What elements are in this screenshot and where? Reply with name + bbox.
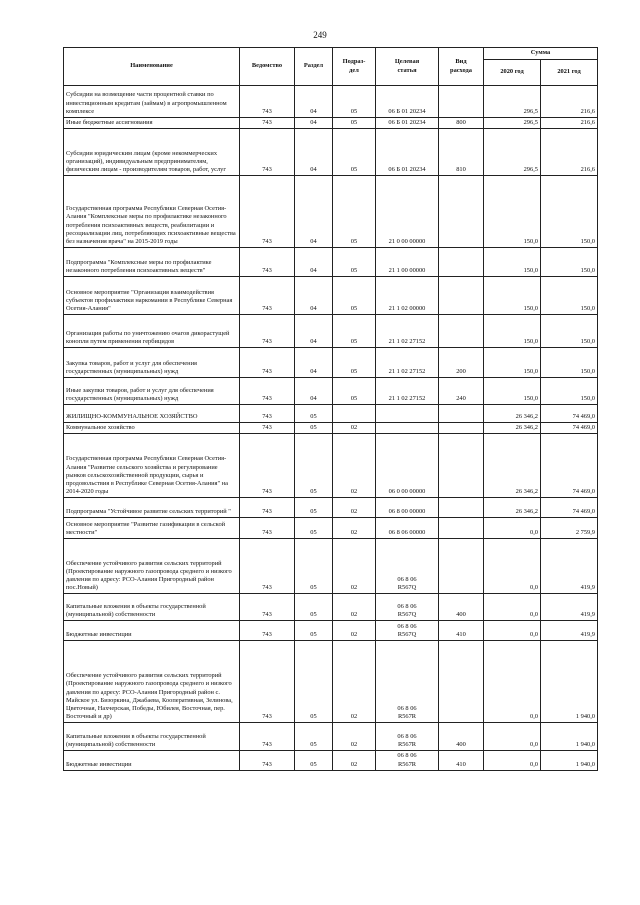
cell-section: 05	[295, 641, 333, 723]
cell-target-article: 06 8 06 R567Q	[376, 539, 439, 594]
cell-expense-type	[439, 248, 484, 277]
cell-department: 743	[240, 378, 295, 405]
cell-target-article: 06 Б 01 20234	[376, 86, 439, 118]
cell-department: 743	[240, 248, 295, 277]
cell-name: Государственная программа Республики Северная Осетия-Алания "Комплексные меры по профилактике незаконного потребления психоактивных веществ, реабилитации и ресоциализации лиц, потребляющих психоактивные вещества без назначения врача" на 2015-2019 годы	[64, 176, 240, 248]
cell-subsection: 02	[333, 594, 376, 621]
cell-target-article: 06 8 06 R567Q	[376, 594, 439, 621]
cell-expense-type	[439, 641, 484, 723]
cell-name: Основное мероприятие "Организация взаимодействия субъектов профилактики наркомании в Республике Северная Осетия-Алания"	[64, 277, 240, 315]
table-row	[64, 176, 598, 248]
table-row	[64, 518, 598, 539]
cell-expense-type	[439, 539, 484, 594]
cell-sum-2021: 1 940,0	[541, 641, 598, 723]
header-expense-type: Вид расхода	[439, 48, 484, 86]
cell-sum-2020: 0,0	[484, 518, 541, 539]
cell-sum-2020: 0,0	[484, 723, 541, 751]
cell-name: Субсидии на возмещение части процентной ставки по инвестиционным кредитам (займам) в агропромышленном комплексе	[64, 86, 240, 118]
cell-section: 05	[295, 539, 333, 594]
cell-sum-2020: 26 346,2	[484, 405, 541, 423]
header-sum: Сумма	[484, 48, 598, 60]
cell-subsection: 05	[333, 118, 376, 129]
cell-expense-type: 410	[439, 621, 484, 641]
cell-expense-type	[439, 315, 484, 348]
cell-sum-2021: 74 469,0	[541, 498, 598, 518]
cell-sum-2020: 150,0	[484, 176, 541, 248]
table-row	[64, 405, 598, 423]
cell-sum-2021: 1 940,0	[541, 751, 598, 770]
cell-name: Подпрограмма "Устойчивое развитие сельских территорий "	[64, 498, 240, 518]
cell-target-article: 06 8 00 00000	[376, 498, 439, 518]
budget-table	[63, 47, 598, 771]
cell-department: 743	[240, 518, 295, 539]
cell-expense-type: 410	[439, 751, 484, 770]
cell-section: 05	[295, 723, 333, 751]
cell-name: ЖИЛИЩНО-КОММУНАЛЬНОЕ ХОЗЯЙСТВО	[64, 405, 240, 423]
cell-target-article: 06 8 06 00000	[376, 518, 439, 539]
cell-sum-2020: 296,5	[484, 86, 541, 118]
table-row	[64, 248, 598, 277]
cell-section: 05	[295, 751, 333, 770]
cell-target-article: 06 8 06 R567R	[376, 751, 439, 770]
cell-subsection: 02	[333, 723, 376, 751]
cell-name: Подпрограмма "Комплексные меры по профилактике незаконного потребления психоактивных веществ"	[64, 248, 240, 277]
cell-department: 743	[240, 434, 295, 498]
cell-expense-type	[439, 518, 484, 539]
cell-subsection: 02	[333, 539, 376, 594]
table-row	[64, 348, 598, 378]
cell-sum-2021: 419,9	[541, 621, 598, 641]
cell-section: 04	[295, 176, 333, 248]
cell-sum-2021: 1 940,0	[541, 723, 598, 751]
cell-department: 743	[240, 641, 295, 723]
page-number: 249	[313, 30, 327, 40]
cell-expense-type	[439, 434, 484, 498]
cell-name: Бюджетные инвестиции	[64, 621, 240, 641]
cell-expense-type: 400	[439, 723, 484, 751]
cell-target-article: 06 Б 01 20234	[376, 129, 439, 176]
cell-name: Основное мероприятие "Развитие газификации в сельской местности"	[64, 518, 240, 539]
cell-sum-2021: 216,6	[541, 118, 598, 129]
cell-target-article: 21 1 02 27152	[376, 315, 439, 348]
table-row	[64, 118, 598, 129]
cell-target-article: 06 8 06 R567Q	[376, 621, 439, 641]
cell-sum-2020: 296,5	[484, 129, 541, 176]
cell-expense-type: 200	[439, 348, 484, 378]
cell-subsection	[333, 405, 376, 423]
cell-department: 743	[240, 539, 295, 594]
cell-name: Коммунальное хозяйство	[64, 423, 240, 434]
cell-department: 743	[240, 118, 295, 129]
table-row	[64, 723, 598, 751]
cell-subsection: 02	[333, 434, 376, 498]
header-subsection: Подраз- дел	[333, 48, 376, 86]
cell-subsection: 02	[333, 641, 376, 723]
cell-name: Закупка товаров, работ и услуг для обеспечения государственных (муниципальных) нужд	[64, 348, 240, 378]
cell-name: Организация работы по уничтожению очагов дикорастущей конопли путем применения гербицидов	[64, 315, 240, 348]
cell-sum-2020: 150,0	[484, 378, 541, 405]
cell-name: Государственная программа Республики Северная Осетия-Алания "Развитие сельского хозяйства и регулирование рынков сельскохозяйственной продукции, сырья и продовольствия в Республике Северная Осетия-Алания" на 2014-2020 годы	[64, 434, 240, 498]
cell-section: 05	[295, 518, 333, 539]
table-row	[64, 378, 598, 405]
cell-section: 04	[295, 378, 333, 405]
cell-department: 743	[240, 176, 295, 248]
cell-section: 05	[295, 434, 333, 498]
cell-section: 05	[295, 423, 333, 434]
cell-department: 743	[240, 723, 295, 751]
cell-subsection: 05	[333, 176, 376, 248]
cell-name: Обеспечение устойчивого развития сельских территорий (Проектирование наружного газопровода среднего и низкого давления по адресу: РСО-Алания Пригородный район пос.Новый)	[64, 539, 240, 594]
cell-sum-2020: 0,0	[484, 621, 541, 641]
cell-expense-type	[439, 176, 484, 248]
cell-section: 04	[295, 129, 333, 176]
cell-target-article	[376, 405, 439, 423]
cell-expense-type: 800	[439, 118, 484, 129]
cell-sum-2021: 150,0	[541, 277, 598, 315]
cell-sum-2020: 0,0	[484, 539, 541, 594]
cell-sum-2021: 74 469,0	[541, 405, 598, 423]
cell-sum-2021: 150,0	[541, 176, 598, 248]
cell-section: 04	[295, 86, 333, 118]
cell-expense-type: 240	[439, 378, 484, 405]
cell-subsection: 05	[333, 315, 376, 348]
cell-sum-2021: 150,0	[541, 315, 598, 348]
cell-sum-2020: 150,0	[484, 315, 541, 348]
cell-subsection: 02	[333, 518, 376, 539]
cell-sum-2021: 216,6	[541, 129, 598, 176]
cell-section: 04	[295, 277, 333, 315]
cell-sum-2021: 2 759,9	[541, 518, 598, 539]
table-row	[64, 277, 598, 315]
cell-expense-type	[439, 498, 484, 518]
cell-department: 743	[240, 277, 295, 315]
cell-expense-type: 810	[439, 129, 484, 176]
table-row	[64, 423, 598, 434]
cell-expense-type: 400	[439, 594, 484, 621]
table-row	[64, 315, 598, 348]
cell-sum-2021: 150,0	[541, 248, 598, 277]
cell-subsection: 05	[333, 348, 376, 378]
cell-department: 743	[240, 348, 295, 378]
table-header	[64, 48, 598, 86]
cell-sum-2020: 0,0	[484, 641, 541, 723]
cell-sum-2021: 150,0	[541, 378, 598, 405]
cell-sum-2021: 419,9	[541, 594, 598, 621]
cell-subsection: 02	[333, 423, 376, 434]
cell-target-article: 21 0 00 00000	[376, 176, 439, 248]
table-row	[64, 129, 598, 176]
header-department: Ведомство	[240, 48, 295, 86]
cell-subsection: 02	[333, 751, 376, 770]
cell-sum-2020: 150,0	[484, 248, 541, 277]
table-row	[64, 86, 598, 118]
cell-expense-type	[439, 405, 484, 423]
cell-sum-2020: 26 346,2	[484, 498, 541, 518]
cell-subsection: 05	[333, 129, 376, 176]
cell-section: 05	[295, 621, 333, 641]
cell-sum-2021: 74 469,0	[541, 434, 598, 498]
cell-name: Бюджетные инвестиции	[64, 751, 240, 770]
cell-department: 743	[240, 315, 295, 348]
cell-subsection: 05	[333, 248, 376, 277]
cell-name: Иные бюджетные ассигнования	[64, 118, 240, 129]
cell-target-article: 06 8 06 R567R	[376, 723, 439, 751]
cell-sum-2020: 0,0	[484, 751, 541, 770]
header-name: Наименование	[64, 48, 240, 86]
cell-sum-2021: 74 469,0	[541, 423, 598, 434]
cell-section: 05	[295, 405, 333, 423]
cell-target-article	[376, 423, 439, 434]
cell-name: Капитальные вложения в объекты государственной (муниципальной) собственности	[64, 594, 240, 621]
table-row	[64, 434, 598, 498]
cell-target-article: 21 1 02 00000	[376, 277, 439, 315]
cell-department: 743	[240, 594, 295, 621]
cell-expense-type	[439, 423, 484, 434]
cell-section: 04	[295, 118, 333, 129]
cell-sum-2020: 296,5	[484, 118, 541, 129]
cell-section: 04	[295, 348, 333, 378]
cell-name: Иные закупки товаров, работ и услуг для обеспечения государственных (муниципальных) нужд	[64, 378, 240, 405]
cell-section: 04	[295, 248, 333, 277]
cell-target-article: 06 8 06 R567R	[376, 641, 439, 723]
cell-department: 743	[240, 86, 295, 118]
table-row	[64, 498, 598, 518]
cell-section: 05	[295, 594, 333, 621]
cell-section: 04	[295, 315, 333, 348]
cell-sum-2020: 26 346,2	[484, 434, 541, 498]
cell-expense-type	[439, 277, 484, 315]
cell-name: Капитальные вложения в объекты государственной (муниципальной) собственности	[64, 723, 240, 751]
table-row	[64, 594, 598, 621]
cell-sum-2020: 26 346,2	[484, 423, 541, 434]
cell-sum-2021: 150,0	[541, 348, 598, 378]
cell-name: Субсидии юридическим лицам (кроме некоммерческих организаций), индивидуальным предпринимателям, физическим лицам - производителям товаров, работ, услуг	[64, 129, 240, 176]
cell-department: 743	[240, 405, 295, 423]
table-body	[64, 86, 598, 771]
header-year-2020: 2020 год	[484, 60, 541, 86]
header-target-article: Целевая статья	[376, 48, 439, 86]
cell-sum-2020: 150,0	[484, 348, 541, 378]
cell-department: 743	[240, 423, 295, 434]
cell-target-article: 06 0 00 00000	[376, 434, 439, 498]
cell-section: 05	[295, 498, 333, 518]
cell-target-article: 06 Б 01 20234	[376, 118, 439, 129]
cell-sum-2021: 216,6	[541, 86, 598, 118]
cell-department: 743	[240, 498, 295, 518]
cell-expense-type	[439, 86, 484, 118]
cell-target-article: 21 1 00 00000	[376, 248, 439, 277]
table-row	[64, 539, 598, 594]
cell-target-article: 21 1 02 27152	[376, 348, 439, 378]
cell-department: 743	[240, 751, 295, 770]
cell-sum-2021: 419,9	[541, 539, 598, 594]
cell-sum-2020: 0,0	[484, 594, 541, 621]
cell-subsection: 05	[333, 86, 376, 118]
cell-department: 743	[240, 129, 295, 176]
cell-name: Обеспечение устойчивого развития сельских территорий (Проектирование наружного газопровода среднего и низкого давления по адресу: РСО-Алания Пригородный район с. Майское ул. Бизоркина, Джабаева, Кооперативная, Зелинова, Цветочная, Нахчерская, Победы, Юбилея, Восточная, пер. Восточный и др)	[64, 641, 240, 723]
cell-target-article: 21 1 02 27152	[376, 378, 439, 405]
cell-subsection: 02	[333, 498, 376, 518]
cell-subsection: 05	[333, 378, 376, 405]
header-year-2021: 2021 год	[541, 60, 598, 86]
cell-subsection: 02	[333, 621, 376, 641]
header-section: Раздел	[295, 48, 333, 86]
cell-department: 743	[240, 621, 295, 641]
table-row	[64, 641, 598, 723]
table-row	[64, 751, 598, 770]
cell-sum-2020: 150,0	[484, 277, 541, 315]
table-row	[64, 621, 598, 641]
cell-subsection: 05	[333, 277, 376, 315]
